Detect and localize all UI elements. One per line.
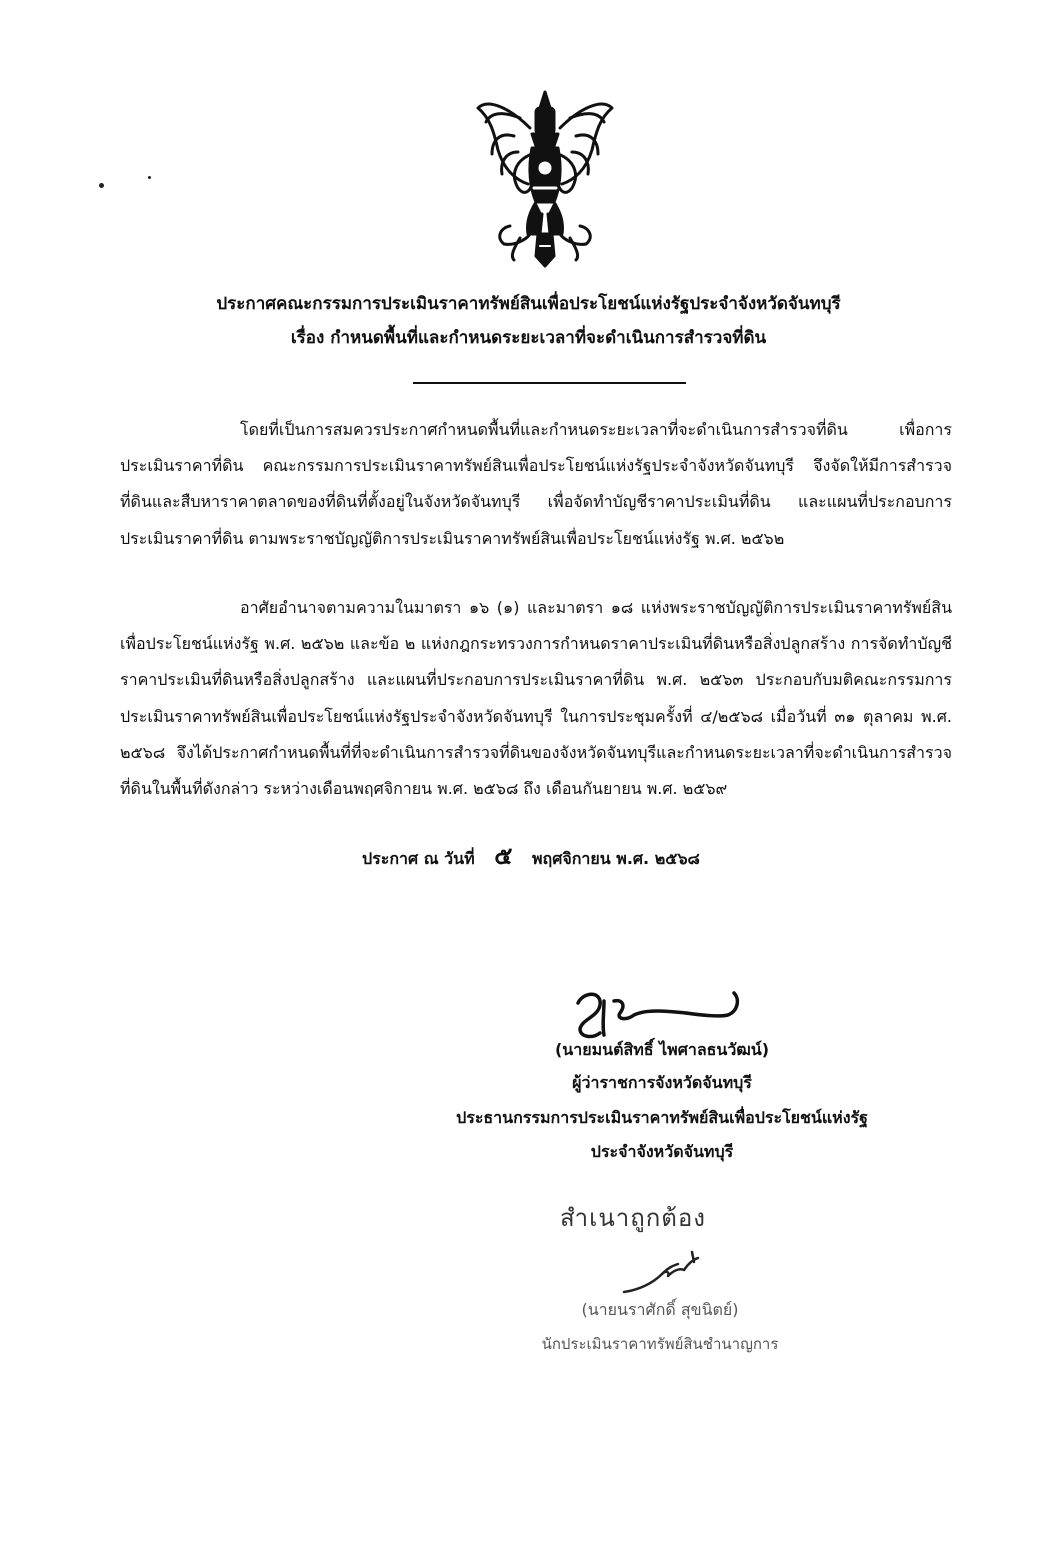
signatory-position-1: ผู้ว่าราชการจังหวัดจันทบุรี (572, 1073, 752, 1092)
scan-speck (148, 176, 151, 179)
date-prefix: ประกาศ ณ วันที่ (362, 849, 475, 868)
body-paragraph-2: อาศัยอำนาจตามความในมาตรา ๑๖ (๑) และมาตรา ๑๘ แห่งพระราชบัญญัติการประเมินราคาทรัพย์สินเพื่อประโยชน์แห่งรัฐ พ.ศ. ๒๕๖๒ และข้อ ๒ แห่งกฎกระทรวงการกำหนดราคาประเมินที่ดินหรือสิ่งปลูกสร้าง การจัดทำบัญชีราคาประเมินที่ดินหรือสิ่งปลูกสร้าง และแผนที่ประกอบการประเมินราคาที่ดิน พ.ศ. ๒๕๖๓ ประกอบกับมติคณะกรรมการประเมินราคาทรัพย์สินเพื่อประโยชน์แห่งรัฐประจำจังหวัดจันทบุรี ในการประชุมครั้งที่ ๔/๒๕๖๘ เมื่อวันที่ ๓๑ ตุลาคม พ.ศ. ๒๕๖๘ จึงได้ประกาศกำหนดพื้นที่ที่จะดำเนินการสำรวจที่ดินของจังหวัดจันทบุรีและกำหนดระยะเวลาที่จะดำเนินการสำรวจที่ดินในพื้นที่ดังกล่าว ระหว่างเดือนพฤศจิกายน พ.ศ. ๒๕๖๘ ถึง เดือนกันยายน พ.ศ. ๒๕๖๙ (120, 598, 952, 799)
body-paragraph-1: โดยที่เป็นการสมควรประกาศกำหนดพื้นที่และกำหนดระยะเวลาที่จะดำเนินการสำรวจที่ดิน เพื่อการประเมินราคาที่ดิน คณะกรรมการประเมินราคาทรัพย์สินเพื่อประโยชน์แห่งรัฐประจำจังหวัดจันทบุรี จึงจัดให้มีการสำรวจที่ดินและสืบหาราคาตลาดของที่ดินที่ตั้งอยู่ในจังหวัดจันทบุรี เพื่อจัดทำบัญชีราคาประเมินที่ดิน และแผนที่ประกอบการประเมินราคาที่ดิน ตามพระราชบัญญัติการประเมินราคาทรัพย์สินเพื่อประโยชน์แห่งรัฐ พ.ศ. ๒๕๖๒ (120, 420, 952, 548)
title-divider (413, 382, 686, 384)
announcement-date (362, 842, 700, 873)
garuda-emblem-icon (470, 88, 620, 268)
announcement-title: ประกาศคณะกรรมการประเมินราคาทรัพย์สินเพื่อประโยชน์แห่งรัฐประจำจังหวัดจันทบุรี (216, 294, 841, 314)
certifier-position: นักประเมินราคาทรัพย์สินชำนาญการ (541, 1335, 779, 1353)
date-day: ๕ (494, 841, 513, 870)
governor-signature (570, 985, 760, 1045)
certifier-signature (618, 1244, 708, 1298)
signatory-position-3: ประจำจังหวัดจันทบุรี (590, 1142, 734, 1161)
date-month-year: พฤศจิกายน พ.ศ. ๒๕๖๘ (531, 849, 700, 868)
certifier-name: (นายนราศักดิ์ สุขนิตย์) (581, 1300, 739, 1319)
announcement-subject: เรื่อง กำหนดพื้นที่และกำหนดระยะเวลาที่จะดำเนินการสำรวจที่ดิน (290, 328, 767, 348)
signatory-position-2: ประธานกรรมการประเมินราคาทรัพย์สินเพื่อประโยชน์แห่งรัฐ (456, 1108, 868, 1127)
certified-copy-stamp: สำเนาถูกต้อง (560, 1204, 706, 1232)
signatory-name: (นายมนต์สิทธิ์ ไพศาลธนวัฒน์) (554, 1040, 770, 1059)
scan-speck (99, 183, 104, 188)
